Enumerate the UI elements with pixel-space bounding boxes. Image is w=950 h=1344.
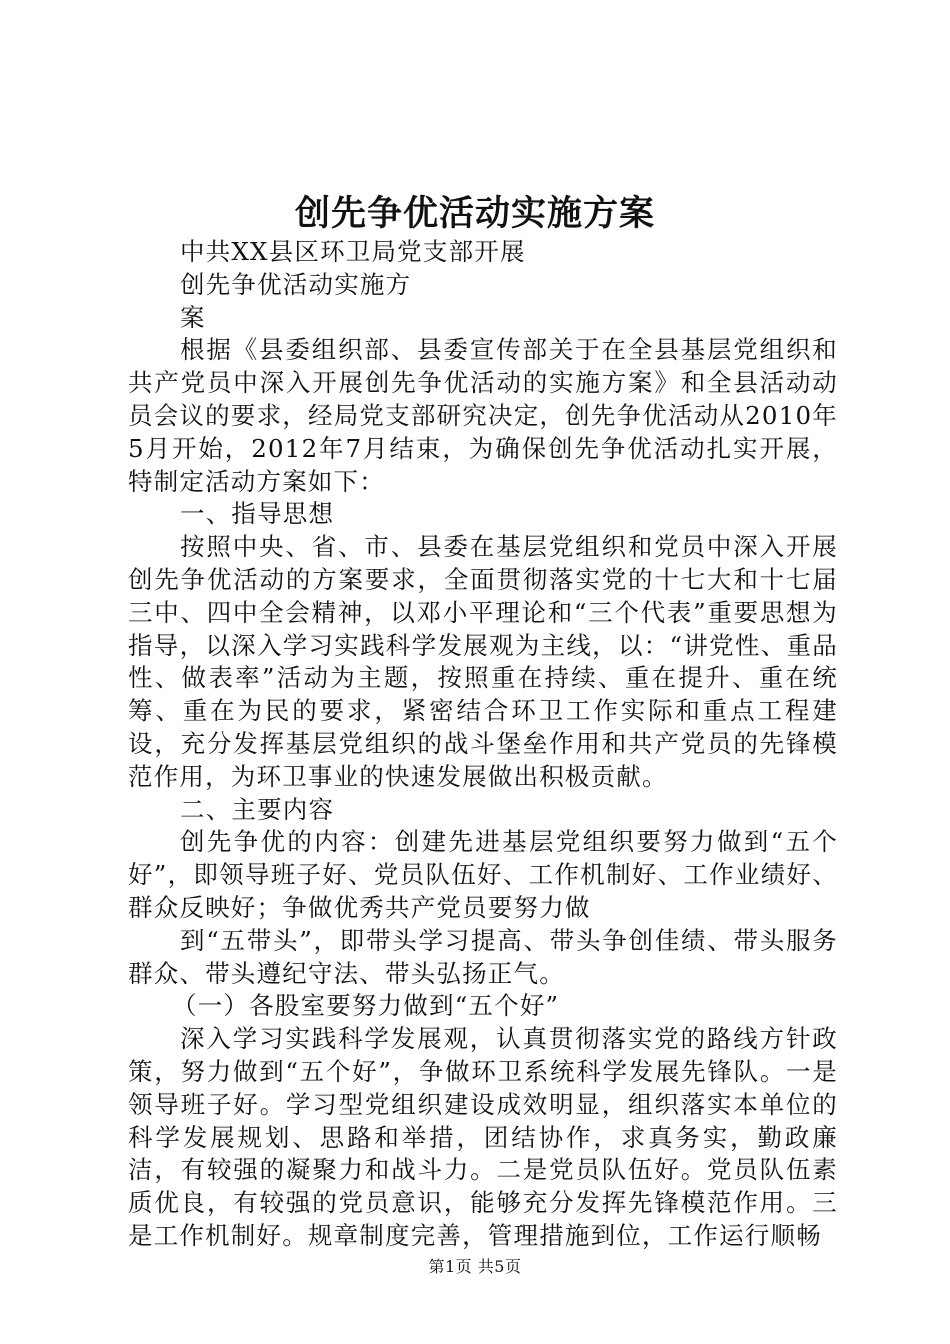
paragraph-heading-1: 中共XX县区环卫局党支部开展 [180, 237, 526, 266]
paragraph-content-3: 深入学习实践科学发展观，认真贯彻落实党的路线方针政策，努力做到“五个好”，争做环卫系统科学发展先锋队。一是领导班子好。学习型党组织建设成效明显，组织落实本单位的科学发展规划、思路和举措，团结协作，求真务实，勤政廉洁，有较强的凝聚力和战斗力。二是党员队伍好。党员队伍素质优良，有较强的党员意识，能够充分发挥先锋模范作用。三是工作机制好。规章制度完善，管理措施到位，工作运行顺畅 [128, 1024, 838, 1250]
paragraph-guiding: 按照中央、省、市、县委在基层党组织和党员中深入开展创先争优活动的方案要求，全面贯彻落实党的十七大和十七届三中、四中全会精神，以邓小平理论和“三个代表”重要思想为指导，以深入学习实践科学发展观为主线，以：“讲党性、重品性、做表率”活动为主题，按照重在持续、重在提升、重在统筹、重在为民的要求，紧密结合环卫工作实际和重点工程建设，充分发挥基层党组织的战斗堡垒作用和共产党员的先锋模范作用，为环卫事业的快速发展做出积极贡献。 [128, 532, 838, 791]
paragraph-intro: 根据《县委组织部、县委宣传部关于在全县基层党组织和共产党员中深入开展创先争优活动的实施方案》和全县活动动员会议的要求，经局党支部研究决定，创先争优活动从2010年5月开始，2012年7月结束，为确保创先争优活动扎实开展，特制定活动方案如下： [128, 335, 838, 496]
paragraph-heading-3: 案 [180, 302, 206, 332]
paragraph-section-1: 一、指导思想 [180, 499, 335, 529]
paragraph-content-2: 到“五带头”，即带头学习提高、带头争创佳绩、带头服务群众、带头遵纪守法、带头弘扬正气。 [128, 925, 838, 988]
page-footer: 第1页 共5页 [428, 1257, 522, 1276]
paragraph-subsection-1: （一）各股室要努力做到“五个好” [172, 991, 560, 1021]
page-title: 创先争优活动实施方案 [294, 193, 655, 234]
document-body [128, 236, 838, 1253]
paragraph-heading-2: 创先争优活动实施方 [180, 269, 412, 299]
paragraph-content-1: 创先争优的内容：创建先进基层党组织要努力做到“五个好”，即领导班子好、党员队伍好、工作机制好、工作业绩好、群众反映好；争做优秀共产党员要努力做 [128, 827, 838, 922]
paragraph-section-2: 二、主要内容 [180, 794, 335, 824]
